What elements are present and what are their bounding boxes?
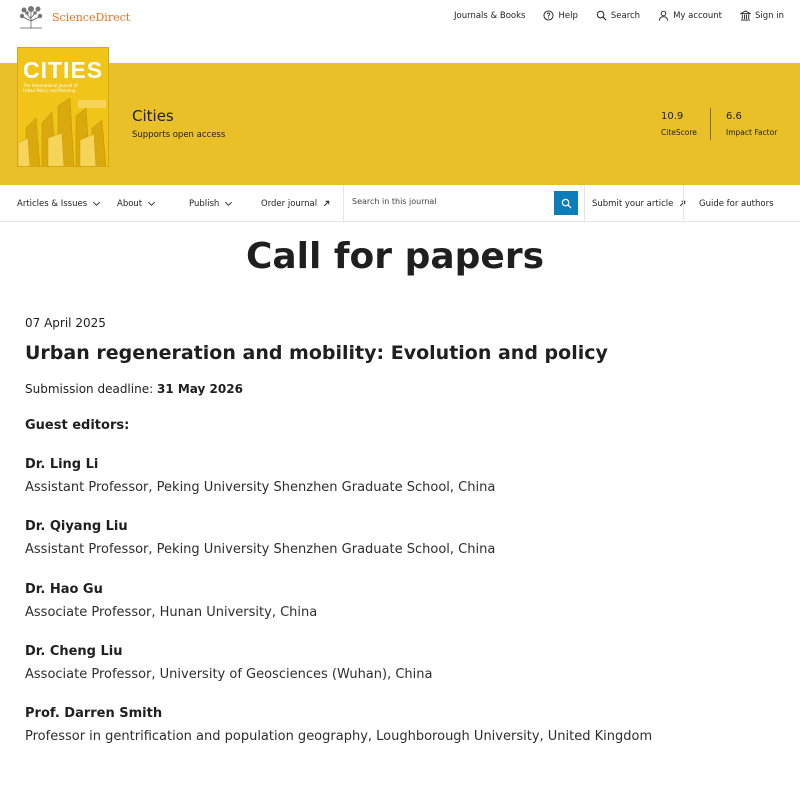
top-bar [0, 0, 800, 40]
my-account-link[interactable] [658, 10, 722, 21]
citescore-value: 10.9 [661, 111, 684, 122]
journal-name[interactable]: Cities [132, 107, 174, 125]
institution-icon [740, 10, 751, 21]
help-icon [543, 10, 554, 21]
journals-books-link[interactable] [454, 11, 525, 21]
open-access-label: Supports open access [132, 130, 226, 140]
page-title: Call for papers [245, 236, 545, 277]
about-menu[interactable] [117, 185, 156, 222]
guest-editor [25, 519, 495, 557]
cover-cityscape-image [18, 98, 109, 167]
elsevier-tree-icon [16, 5, 46, 29]
guest-editor [25, 644, 433, 682]
citescore-metric[interactable] [661, 111, 697, 137]
top-navigation [454, 10, 784, 21]
deadline-value: 31 May 2026 [156, 382, 243, 396]
journal-navigation [0, 185, 800, 222]
guest-editor [25, 457, 495, 495]
journals-books-label: Journals & Books [454, 10, 526, 21]
publish-menu[interactable] [189, 185, 233, 222]
editor-affiliation: Assistant Professor, Peking University Shenzhen Graduate School, China [25, 542, 496, 557]
brand-name: ScienceDirect [52, 10, 131, 24]
articles-issues-label: Articles & Issues [17, 198, 88, 209]
editor-name: Dr. Hao Gu [25, 582, 103, 597]
guest-editor [25, 582, 317, 620]
help-label: Help [558, 10, 578, 21]
editor-name: Dr. Cheng Liu [25, 644, 123, 659]
help-link[interactable] [543, 10, 577, 21]
guest-editor [25, 706, 652, 744]
order-journal-label: Order journal [261, 198, 318, 209]
deadline-label: Submission deadline: [25, 382, 154, 396]
cover-subtitle: The International Journal of Urban Policy and Planning [23, 83, 78, 93]
sciencedirect-logo[interactable] [16, 4, 130, 30]
chevron-down-icon [92, 199, 101, 208]
call-for-papers-title: Urban regeneration and mobility: Evolution and policy [25, 342, 608, 364]
sign-in-label: Sign in [755, 10, 784, 21]
articles-issues-menu[interactable] [17, 185, 101, 222]
guide-for-authors-label: Guide for authors [699, 198, 774, 209]
publish-label: Publish [189, 198, 220, 209]
chevron-down-icon [224, 199, 233, 208]
chevron-down-icon [147, 199, 156, 208]
journal-search-input[interactable] [352, 197, 547, 206]
nav-divider [683, 185, 684, 222]
editor-affiliation: Assistant Professor, Peking University Shenzhen Graduate School, China [25, 480, 496, 495]
cover-title: CITIES [23, 57, 104, 83]
editor-name: Dr. Ling Li [25, 457, 99, 472]
order-journal-link[interactable] [261, 185, 331, 222]
submit-article-label: Submit your article [592, 198, 674, 209]
search-icon [596, 10, 607, 21]
editor-affiliation: Associate Professor, University of Geosciences (Wuhan), China [25, 667, 433, 682]
metric-divider [710, 108, 711, 140]
submission-deadline [25, 382, 243, 396]
user-icon [658, 10, 669, 21]
external-link-icon [322, 199, 331, 208]
editor-affiliation: Associate Professor, Hunan University, China [25, 605, 318, 620]
search-link[interactable] [596, 10, 640, 21]
sign-in-link[interactable] [740, 10, 784, 21]
impact-factor-label: Impact Factor [726, 128, 778, 137]
search-label: Search [610, 10, 641, 21]
editor-affiliation: Professor in gentrification and population geography, Loughborough University, United Kingdom [25, 729, 653, 744]
journal-cover[interactable] [17, 47, 109, 167]
citescore-label: CiteScore [661, 128, 697, 137]
journal-search-button[interactable] [554, 191, 578, 215]
guide-for-authors-link[interactable] [699, 185, 774, 222]
search-icon [561, 198, 572, 209]
editor-name: Prof. Darren Smith [25, 706, 163, 721]
impact-factor-value: 6.6 [726, 111, 742, 122]
guest-editors-heading: Guest editors: [25, 418, 130, 433]
about-label: About [117, 198, 143, 209]
impact-factor-metric[interactable] [726, 111, 777, 137]
journal-search [343, 185, 585, 222]
submit-article-link[interactable] [592, 185, 687, 222]
editor-name: Dr. Qiyang Liu [25, 519, 128, 534]
my-account-label: My account [673, 10, 722, 21]
publication-date: 07 April 2025 [25, 316, 106, 330]
